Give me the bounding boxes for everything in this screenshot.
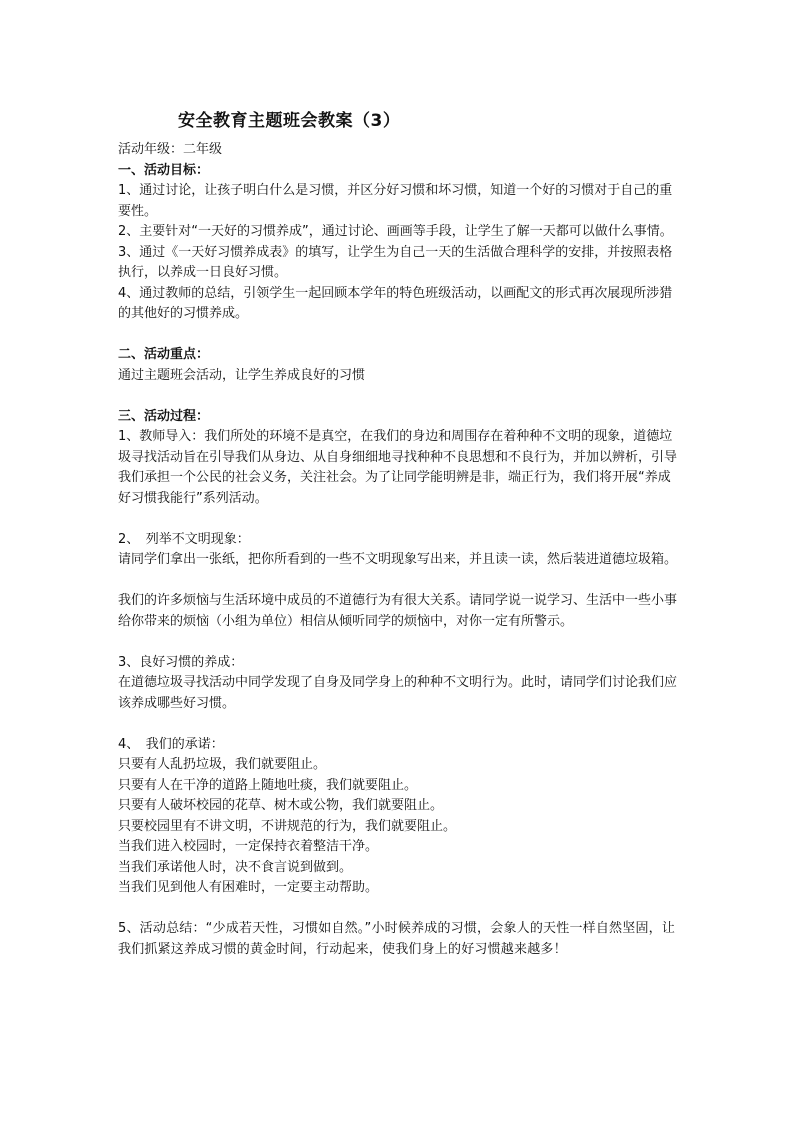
spacer [118, 714, 680, 735]
goal-item: 4、通过教师的总结，引领学生一起回顾本学年的特色班级活动，以画配文的形式再次展现所涉猎的其他好的习惯养成。 [118, 285, 673, 321]
process-paragraph: 我们的许多烦恼与生活环境中成员的不道德行为有很大关系。请同学说一说学习、生活中一些小事给你带来的烦恼（小组为单位）相信从倾听同学的烦恼中，对你一定有所警示。 [118, 593, 678, 629]
goal-item: 2、主要针对“一天好的习惯养成”，通过讨论、画画等手段，让学生了解一天都可以做什么事情。 [118, 224, 673, 239]
promise-line: 当我们承诺他人时，决不食言说到做到。 [118, 859, 353, 875]
spacer [118, 509, 680, 530]
spacer [118, 632, 680, 653]
promise-line: 当我们见到他人有困难时，一定要主动帮助。 [118, 880, 379, 895]
process-step-title: 4、 我们的承诺： [118, 736, 224, 752]
promise-line: 只要有人破坏校园的花草、树木或公物，我们就要阻止。 [118, 798, 444, 813]
goal-item: 3、通过《一天好习惯养成表》的填写，让学生为自己一天的生活做合理科学的安排，并按照表格执行，以养成一日良好习惯。 [118, 244, 673, 280]
process-step-intro: 1、教师导入：我们所处的环境不是真空，在我们的身边和周围存在着种种不文明的现象，道德垃圾寻找活动旨在引导我们从身边、从自身细细地寻找种种不良思想和不良行为，并加以辨析，引导我们承担一个公民的社会义务，关注社会。为了让同学能明辨是非，端正行为，我们将开展“养成好习惯我能行”系列活动。 [118, 429, 678, 506]
section-heading-goals: 一、活动目标： [118, 162, 210, 178]
process-step-title: 3、良好习惯的养成： [118, 654, 244, 670]
section-heading-focus: 二、活动重点： [118, 347, 210, 362]
promise-line: 只要校园里有不讲文明，不讲规范的行为，我们就要阻止。 [118, 818, 457, 834]
promise-line: 只要有人乱扔垃圾，我们就要阻止。 [118, 757, 327, 772]
process-summary: 5、活动总结：“少成若天性，习惯如自然。”小时候养成的习惯，会象人的天性一样自然坚固，让我们抓紧这养成习惯的黄金时间，行动起来，使我们身上的好习惯越来越多！ [118, 921, 676, 957]
promise-line: 当我们进入校园时，一定保持衣着整洁干净。 [118, 839, 379, 854]
document-body [118, 140, 680, 960]
process-step-text: 请同学们拿出一张纸，把你所看到的一些不文明现象写出来，并且读一读，然后装进道德垃圾箱。 [118, 552, 678, 567]
goal-item: 1、通过讨论，让孩子明白什么是习惯，并区分好习惯和坏习惯，知道一个好的习惯对于自己的重要性。 [118, 183, 673, 219]
spacer [118, 899, 680, 920]
focus-text: 通过主题班会活动，让学生养成良好的习惯 [118, 367, 366, 383]
promise-line: 只要有人在干净的道路上随地吐痰，我们就要阻止。 [118, 777, 418, 793]
process-step-title: 2、 列举不文明现象： [118, 531, 250, 547]
document-title: 安全教育主题班会教案（3） [178, 111, 401, 131]
section-heading-process: 三、活动过程： [118, 408, 210, 424]
process-step-text: 在道德垃圾寻找活动中同学发现了自身及同学身上的种种不文明行为。此时，请同学们讨论我们应该养成哪些好习惯。 [118, 675, 678, 711]
spacer [118, 325, 680, 346]
activity-grade: 活动年级：二年级 [118, 142, 223, 157]
spacer [118, 571, 680, 592]
spacer [118, 386, 680, 407]
